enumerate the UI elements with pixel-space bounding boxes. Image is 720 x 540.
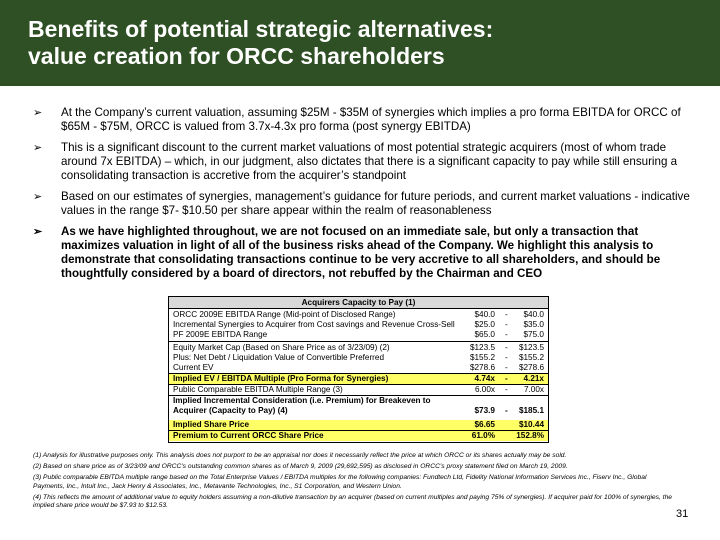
row-low: $40.0	[474, 310, 495, 319]
row-high: 7.00x	[523, 385, 544, 394]
highlighted-row	[169, 420, 548, 430]
row-low: $65.0	[474, 330, 495, 339]
slide-title	[28, 16, 708, 70]
row-label: Implied EV / EBITDA Multiple (Pro Forma for Synergies)	[173, 374, 389, 383]
table-row	[169, 343, 548, 353]
footnote: (4) This reflects the amount of additional value to equity holders assuming a non-dilutive transaction by an acquirer (based on current multiples and paying 75% of synergies). If acquirer paid for 100% of synergies, the implied share price would be $7.93 to $12.53.	[33, 493, 673, 509]
row-label: Public Comparable EBITDA Multiple Range (3)	[173, 385, 343, 394]
arrow-bullet-icon: ➢	[33, 226, 43, 238]
row-high: $278.6	[518, 363, 544, 372]
bullet-item	[33, 225, 693, 281]
row-high: $10.44	[518, 420, 544, 429]
table-row	[169, 353, 548, 363]
row-high: 152.8%	[516, 431, 544, 440]
row-label: Acquirer (Capacity to Pay) (4)	[173, 406, 288, 415]
row-high: $155.2	[518, 353, 544, 362]
page-number: 31	[676, 508, 689, 520]
row-low: 6.00x	[474, 385, 495, 394]
row-low: $155.2	[469, 353, 495, 362]
highlighted-row	[169, 431, 548, 441]
title-banner	[0, 0, 720, 86]
table-row	[169, 320, 548, 330]
row-high: $35.0	[523, 320, 544, 329]
bullet-item	[33, 190, 693, 218]
row-dash: -	[505, 385, 508, 394]
row-low: $73.9	[474, 406, 495, 415]
row-dash: -	[505, 374, 508, 383]
row-label: Incremental Synergies to Acquirer from Cost savings and Revenue Cross-Sell	[173, 320, 455, 329]
table-divider	[169, 308, 548, 309]
row-dash: -	[505, 320, 508, 329]
table-row	[169, 406, 548, 416]
footnote: (3) Public comparable EBITDA multiple range based on the Total Enterprise Values / EBITDA multiples for the following companies: Fundtech Ltd, Fidelity National Information Services Inc., Fiserv Inc., Global Payments, Inc., Intuit Inc., Jack Henry & Associates, Inc., Metavante Technologies, Inc., S1 Corporation, and Western Union.	[33, 474, 647, 490]
bullet-text: This is a significant discount to the current market valuations of most potential strategic acquirers (most of whom trade around 7x EBITDA) – which, in our judgment, also dictates that there is a significant capacity to pay while still ensuring a consolidating transaction is accretive from the acquirer’s standpoint	[61, 141, 678, 182]
capacity-to-pay-table	[168, 296, 549, 422]
bullet-list	[33, 106, 693, 288]
arrow-bullet-icon: ➢	[33, 191, 43, 203]
row-high: $185.1	[518, 406, 544, 415]
row-dash: -	[505, 343, 508, 352]
row-dash: -	[505, 406, 508, 415]
row-dash: -	[505, 310, 508, 319]
row-label: Premium to Current ORCC Share Price	[173, 431, 324, 440]
bullet-text: At the Company’s current valuation, assuming $25M - $35M of synergies which implies a pro forma EBITDA for ORCC of $65M - $75M, ORCC is valued from 3.7x-4.3x pro forma (post synergy EBITDA)	[61, 106, 681, 133]
table-row	[169, 385, 548, 395]
row-low: $123.5	[469, 343, 495, 352]
table-header: Acquirers Capacity to Pay (1)	[169, 297, 548, 308]
row-low: $25.0	[474, 320, 495, 329]
table-row	[169, 363, 548, 373]
table-row	[169, 330, 548, 340]
title-line-2: value creation for ORCC shareholders	[28, 43, 445, 69]
row-label: ORCC 2009E EBITDA Range (Mid-point of Disclosed Range)	[173, 310, 396, 319]
highlighted-row	[169, 374, 548, 384]
bullet-item	[33, 141, 693, 183]
row-high: $40.0	[523, 310, 544, 319]
arrow-bullet-icon: ➢	[33, 107, 43, 119]
table-divider	[169, 341, 548, 342]
title-line-1: Benefits of potential strategic alternatives:	[28, 16, 494, 42]
row-low: 61.0%	[471, 431, 495, 440]
row-high: $123.5	[518, 343, 544, 352]
row-low: $278.6	[469, 363, 495, 372]
row-label: PF 2009E EBITDA Range	[173, 330, 268, 339]
row-dash: -	[505, 353, 508, 362]
bullet-item	[33, 106, 693, 134]
row-dash: -	[505, 330, 508, 339]
row-label: Implied Incremental Consideration (i.e. Premium) for Breakeven to	[173, 396, 431, 405]
footnote: (1) Analysis for illustrative purposes only. This analysis does not purport to be an appraisal nor does it necessarily reflect the price at which ORCC or its shares actually may be sold.	[33, 452, 567, 459]
row-label: Plus: Net Debt / Liquidation Value of Convertible Preferred	[173, 353, 385, 362]
table-row	[169, 310, 548, 320]
footnotes	[33, 452, 673, 513]
row-low: 4.74x	[474, 374, 495, 383]
row-high: 4.21x	[523, 374, 544, 383]
table-row	[169, 396, 548, 406]
row-low: $6.65	[474, 420, 495, 429]
row-label: Equity Market Cap (Based on Share Price as of 3/23/09) (2)	[173, 343, 390, 352]
row-label: Current EV	[173, 363, 214, 372]
row-dash: -	[505, 363, 508, 372]
row-high: $75.0	[523, 330, 544, 339]
bullet-text: As we have highlighted throughout, we are not focused on an immediate sale, but only a transaction that maximizes valuation in light of all of the business risks ahead of the Company. We highlight this analysis to demonstrate that consolidating transactions continue to be very accretive to all shareholders, and should be thoughtfully considered by a board of directors, not rebuffed by the Chairman and CEO	[61, 225, 661, 280]
capacity-to-pay-table-summary	[168, 420, 549, 443]
row-label: Implied Share Price	[173, 420, 249, 429]
arrow-bullet-icon: ➢	[33, 142, 43, 154]
bullet-text: Based on our estimates of synergies, management’s guidance for future periods, and current market valuations - indicative values in the range $7- $10.50 per share appear within the realm of reasonableness	[61, 190, 690, 217]
footnote: (2) Based on share price as of 3/23/09 and ORCC’s outstanding common shares as of March 9, 2009 (29,692,595) as disclosed in ORCC’s proxy statement filed on March 19, 2009.	[33, 463, 568, 470]
